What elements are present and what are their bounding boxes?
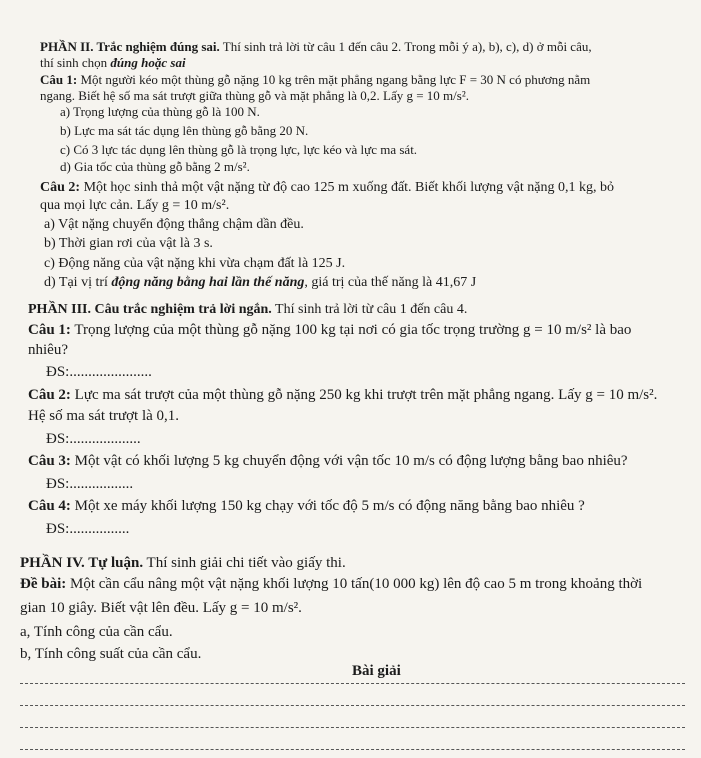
part2-q1-option-a: a) Trọng lượng của thùng gỗ là 100 N. [60,104,260,119]
part2-q2-line2: qua mọi lực cản. Lấy g = 10 m/s². [40,198,230,213]
question-label: Câu 4: [28,498,71,514]
part4-problem-line1: Đề bài: Một cần cẩu nâng một vật nặng khối lượng 10 tấn(10 000 kg) lên độ cao 5 m trong khoảng thời [20,576,643,592]
part3-q3-answer: ĐS:................. [46,476,134,492]
question-label: Câu 2: [40,180,81,195]
part4-part-b: b, Tính công suất của cần cẩu. [20,646,202,662]
question-label: Câu 1: [28,322,71,338]
part2-intro-line2: thí sinh chọn đúng hoặc sai [40,55,186,70]
part4-part-a: a, Tính công của cần cẩu. [20,624,173,640]
part3-intro: PHẦN III. Câu trắc nghiệm trả lời ngắn. Thí sinh trả lời từ câu 1 đến câu 4. [28,302,468,317]
part3-heading: PHẦN III. Câu trắc nghiệm trả lời ngắn. [28,302,272,317]
part4-problem-line2: gian 10 giây. Biết vật lên đều. Lấy g = 10 m/s². [20,600,302,616]
part3-q4-answer: ĐS:................ [46,521,130,537]
part3-q1-line2: nhiêu? [28,342,68,358]
answer-line [20,727,685,728]
part4-intro: PHẦN IV. Tự luận. Thí sinh giải chi tiết vào giấy thi. [20,555,346,571]
part3-q1-line1: Câu 1: Trọng lượng của một thùng gỗ nặng 100 kg tại nơi có gia tốc trọng trường g = 10 m/s² là bao [28,322,632,338]
part3-q3-line1: Câu 3: Một vật có khối lượng 5 kg chuyển động với vận tốc 10 m/s có động lượng bằng bao nhiêu? [28,453,628,469]
question-label: Câu 1: [40,72,78,87]
problem-label: Đề bài: [20,576,67,592]
part2-q2-line1: Câu 2: Một học sinh thả một vật nặng từ độ cao 125 m xuống đất. Biết khối lượng vật nặng 0,1 kg, bỏ [40,180,614,195]
part2-q1-option-b: b) Lực ma sát tác dụng lên thùng gỗ bằng 20 N. [60,123,309,138]
part2-heading: PHẦN II. Trắc nghiệm đúng sai. [40,39,220,54]
part3-q2-line2: Hệ số ma sát trượt là 0,1. [28,408,180,424]
part2-intro-line1: PHẦN II. Trắc nghiệm đúng sai. Thí sinh trả lời từ câu 1 đến câu 2. Trong mỗi ý a), b), c), d) ở mỗi câu, [40,39,592,54]
answer-title: Bài giải [352,663,401,679]
part4-heading: PHẦN IV. Tự luận. [20,555,144,571]
part2-q2-option-c: c) Động năng của vật nặng khi vừa chạm đất là 125 J. [44,256,346,271]
question-label: Câu 3: [28,453,71,469]
part3-q2-line1: Câu 2: Lực ma sát trượt của một thùng gỗ nặng 250 kg khi trượt trên mặt phẳng ngang. Lấy g = 10 m/s². [28,387,658,403]
part2-q2-option-d: d) Tại vị trí động năng bằng hai lần thế năng, giá trị của thế năng là 41,67 J [44,275,477,290]
part2-q1-option-d: d) Gia tốc của thùng gỗ bằng 2 m/s². [60,159,250,174]
answer-line [20,749,685,750]
answer-line [20,683,685,684]
part3-q4-line1: Câu 4: Một xe máy khối lượng 150 kg chạy với tốc độ 5 m/s có động năng bằng bao nhiêu ? [28,498,585,514]
part3-q1-answer: ĐS:...................... [46,364,152,380]
part2-q2-option-a: a) Vật nặng chuyển động thẳng chậm dần đều. [44,217,304,232]
part2-q1-line2: ngang. Biết hệ số ma sát trượt giữa thùng gỗ và mặt phẳng là 0,2. Lấy g = 10 m/s². [40,88,469,103]
part2-q1-option-c: c) Có 3 lực tác dụng lên thùng gỗ là trọng lực, lực kéo và lực ma sát. [60,142,418,157]
part2-q1-line1: Câu 1: Một người kéo một thùng gỗ nặng 10 kg trên mặt phẳng ngang bằng lực F = 30 N có phương nằm [40,72,591,87]
part3-q2-answer: ĐS:................... [46,431,141,447]
answer-line [20,705,685,706]
part2-q2-option-b: b) Thời gian rơi của vật là 3 s. [44,236,213,251]
question-label: Câu 2: [28,387,71,403]
